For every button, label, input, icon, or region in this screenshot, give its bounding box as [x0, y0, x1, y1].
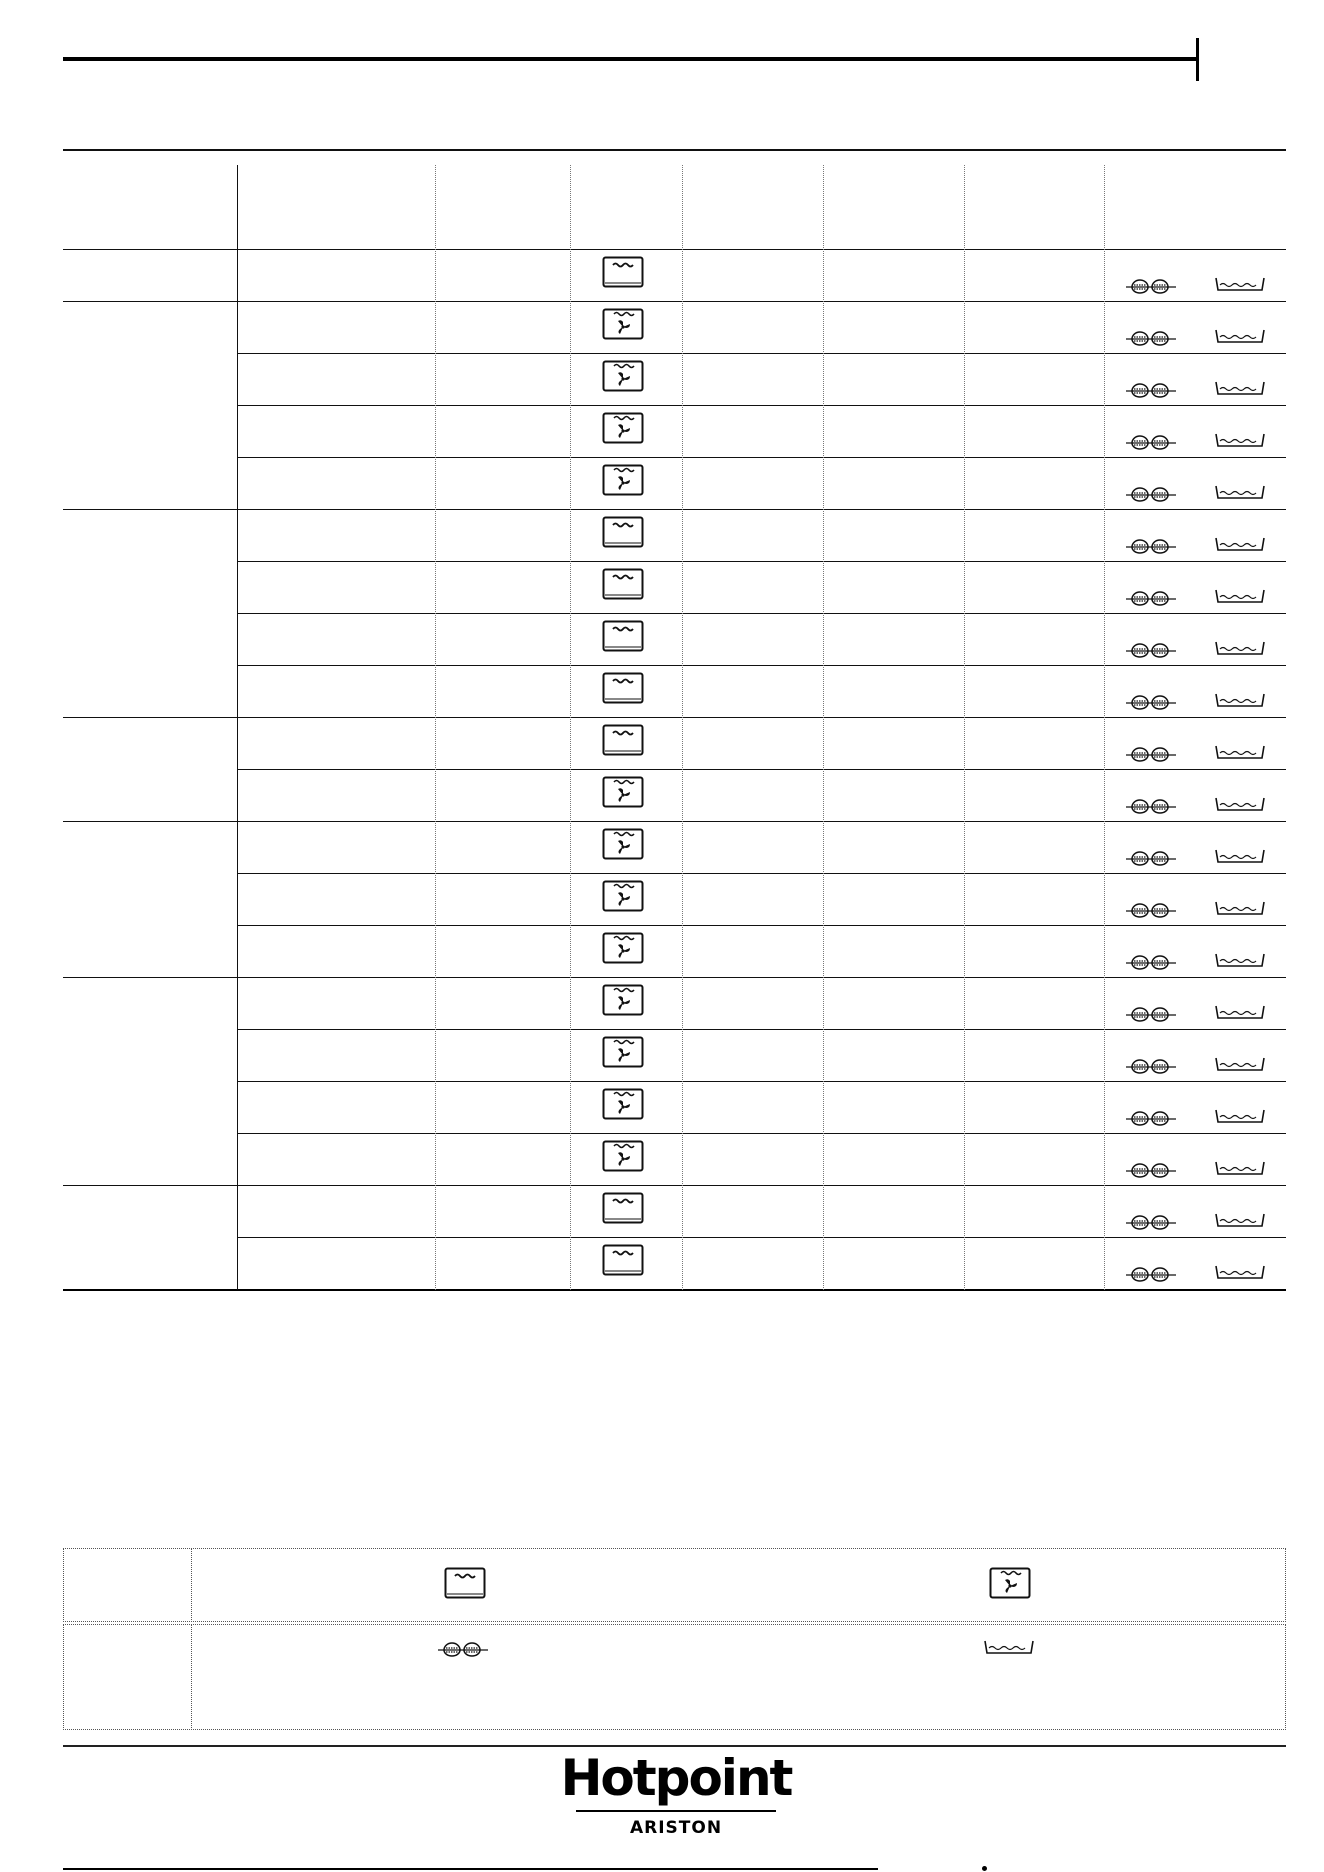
- table-row: [63, 458, 1286, 510]
- wire-shelf-icon: [1123, 534, 1179, 554]
- legend-divider: [191, 1624, 192, 1728]
- footer-rule: [63, 1745, 1286, 1747]
- fan-oven-icon: [602, 1088, 644, 1120]
- static-oven-icon: [602, 620, 644, 652]
- wire-shelf-icon: [1123, 690, 1179, 710]
- table-row: [63, 406, 1286, 458]
- static-oven-icon: [602, 1192, 644, 1224]
- wire-shelf-icon: [1123, 1106, 1179, 1126]
- wire-shelf-icon: [1123, 586, 1179, 606]
- table-row: [63, 1030, 1286, 1082]
- drip-tray-icon: [1214, 588, 1266, 604]
- fan-oven-icon: [602, 464, 644, 496]
- wire-shelf-icon: [1123, 846, 1179, 866]
- cooking-table: [63, 149, 1286, 1291]
- table-row: [63, 510, 1286, 562]
- table-row: [63, 770, 1286, 822]
- column-divider: [1104, 165, 1105, 1290]
- table-row: [63, 302, 1286, 354]
- static-oven-icon: [602, 516, 644, 548]
- wire-shelf-icon: [1123, 1054, 1179, 1074]
- table-row: [63, 250, 1286, 302]
- static-oven-icon: [602, 724, 644, 756]
- fan-oven-icon: [602, 828, 644, 860]
- drip-tray-icon: [1214, 276, 1266, 292]
- static-oven-icon: [602, 672, 644, 704]
- table-row: [63, 354, 1286, 406]
- drip-tray-icon: [1214, 1056, 1266, 1072]
- static-oven-icon: [602, 256, 644, 288]
- drip-tray-icon: [1214, 432, 1266, 448]
- drip-tray-icon: [1214, 1264, 1266, 1280]
- drip-tray-icon: [1214, 536, 1266, 552]
- legend-table: [63, 1548, 1286, 1730]
- table-row: [63, 1186, 1286, 1238]
- table-bottom-rule: [63, 1289, 1286, 1291]
- column-divider: [964, 165, 965, 1290]
- table-row: [63, 666, 1286, 718]
- drip-tray-icon: [1214, 744, 1266, 760]
- table-row: [63, 874, 1286, 926]
- brand-name: Hotpoint: [560, 1749, 792, 1807]
- table-row: [63, 614, 1286, 666]
- column-divider: [682, 165, 683, 1290]
- static-oven-icon: [444, 1567, 486, 1599]
- table-row: [63, 978, 1286, 1030]
- column-divider: [570, 165, 571, 1290]
- column-divider: [237, 165, 238, 1290]
- wire-shelf-icon: [1123, 1262, 1179, 1282]
- table-row: [63, 718, 1286, 770]
- drip-tray-icon: [1214, 952, 1266, 968]
- wire-shelf-icon: [1123, 1210, 1179, 1230]
- legend-row-accessories: [63, 1624, 1286, 1730]
- drip-tray-icon: [1214, 484, 1266, 500]
- table-row: [63, 822, 1286, 874]
- column-divider: [435, 165, 436, 1290]
- top-header-rule: [63, 57, 1199, 61]
- column-divider: [823, 165, 824, 1290]
- table-top-rule: [63, 149, 1286, 151]
- drip-tray-icon: [983, 1639, 1035, 1655]
- drip-tray-icon: [1214, 796, 1266, 812]
- static-oven-icon: [602, 568, 644, 600]
- wire-shelf-icon: [1123, 638, 1179, 658]
- drip-tray-icon: [1214, 328, 1266, 344]
- fan-oven-icon: [602, 1140, 644, 1172]
- wire-shelf-icon: [1123, 1158, 1179, 1178]
- wire-shelf-icon: [1123, 1002, 1179, 1022]
- page-footer-mark: [982, 1866, 987, 1871]
- fan-oven-icon: [602, 412, 644, 444]
- fan-oven-icon: [602, 308, 644, 340]
- table-row: [63, 1134, 1286, 1186]
- fan-oven-icon: [989, 1567, 1031, 1599]
- table-row: [63, 926, 1286, 978]
- drip-tray-icon: [1214, 380, 1266, 396]
- fan-oven-icon: [602, 360, 644, 392]
- brand-logo: [540, 1748, 812, 1838]
- table-row: [63, 1082, 1286, 1134]
- fan-oven-icon: [602, 776, 644, 808]
- legend-divider: [191, 1548, 192, 1620]
- drip-tray-icon: [1214, 640, 1266, 656]
- wire-shelf-icon: [435, 1637, 491, 1657]
- legend-row-oven-modes: [63, 1548, 1286, 1622]
- brand-sub: ARISTON: [629, 1818, 723, 1838]
- fan-oven-icon: [602, 984, 644, 1016]
- static-oven-icon: [602, 1244, 644, 1276]
- drip-tray-icon: [1214, 692, 1266, 708]
- drip-tray-icon: [1214, 1212, 1266, 1228]
- table-row: [63, 1238, 1286, 1290]
- fan-oven-icon: [602, 880, 644, 912]
- drip-tray-icon: [1214, 1108, 1266, 1124]
- wire-shelf-icon: [1123, 794, 1179, 814]
- wire-shelf-icon: [1123, 430, 1179, 450]
- drip-tray-icon: [1214, 1160, 1266, 1176]
- drip-tray-icon: [1214, 1004, 1266, 1020]
- wire-shelf-icon: [1123, 274, 1179, 294]
- table-row: [63, 562, 1286, 614]
- page-footer-rule: [63, 1868, 878, 1870]
- top-header-tick: [1196, 38, 1199, 81]
- wire-shelf-icon: [1123, 950, 1179, 970]
- wire-shelf-icon: [1123, 378, 1179, 398]
- wire-shelf-icon: [1123, 326, 1179, 346]
- fan-oven-icon: [602, 1036, 644, 1068]
- wire-shelf-icon: [1123, 898, 1179, 918]
- wire-shelf-icon: [1123, 482, 1179, 502]
- drip-tray-icon: [1214, 848, 1266, 864]
- wire-shelf-icon: [1123, 742, 1179, 762]
- drip-tray-icon: [1214, 900, 1266, 916]
- fan-oven-icon: [602, 932, 644, 964]
- brand-underline: [576, 1810, 776, 1812]
